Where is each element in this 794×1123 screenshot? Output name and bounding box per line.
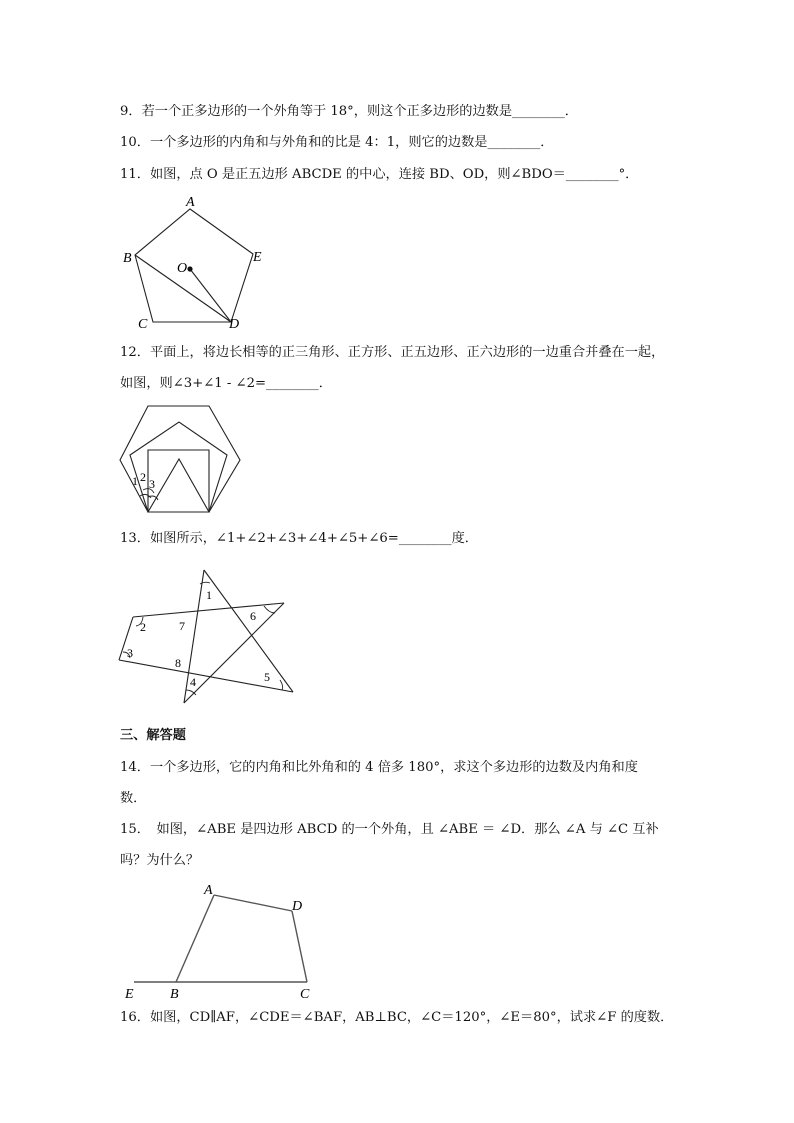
angle-label-1: 1	[206, 588, 212, 602]
segment-bd	[135, 255, 231, 322]
angle-label-3: 3	[149, 477, 155, 491]
section-heading: 三、解答题	[120, 728, 186, 743]
angle-arc-1	[140, 494, 151, 498]
line-apex-left	[184, 570, 204, 703]
line-cross	[184, 603, 284, 703]
angle-arc-2	[143, 489, 154, 493]
question-14-line-2: 数．	[120, 791, 147, 806]
label-c: C	[300, 987, 310, 1002]
question-10: 10．一个多边形的内角和与外角和的比是 4：1，则它的边数是________．	[120, 135, 554, 150]
angle-label-2: 2	[140, 620, 146, 634]
question-12-line-2: 如图，则∠3+∠1 - ∠2=________．	[120, 376, 332, 391]
question-11: 11．如图，点 O 是正五边形 ABCDE 的中心，连接 BD、OD，则∠BDO＝________°．	[120, 167, 639, 182]
triangle	[148, 459, 209, 512]
square	[148, 450, 209, 512]
angle-arc-6	[264, 606, 275, 613]
question-16: 16．如图，CD∥AF，∠CDE＝∠BAF，AB⊥BC，∠C＝120°，∠E＝80°，试求∠F 的度数．	[120, 1010, 674, 1025]
angle-label-1: 1	[132, 474, 138, 488]
angle-arc-3	[148, 496, 158, 500]
label-e: E	[253, 250, 262, 265]
center-point-o	[187, 266, 192, 271]
angle-label-7: 7	[179, 619, 185, 633]
angle-arc-5	[280, 680, 283, 690]
segment-od	[190, 269, 231, 322]
label-a: A	[186, 195, 195, 210]
label-e: E	[125, 987, 134, 1002]
line-bottom	[119, 660, 293, 692]
label-b: B	[123, 251, 132, 266]
segment-ad	[214, 895, 292, 911]
line-left-upper	[119, 617, 133, 660]
angle-arc-2	[136, 617, 143, 626]
label-d: D	[292, 899, 303, 914]
angle-arc-1	[200, 582, 210, 584]
question-15-line-2: 吗？为什么？	[120, 853, 200, 868]
pentagon-abcde	[135, 209, 253, 322]
question-13: 13．如图所示，∠1+∠2+∠3+∠4+∠5+∠6=________度．	[120, 531, 478, 546]
question-9: 9．若一个正多边形的一个外角等于 18°，则这个正多边形的边数是________．	[120, 104, 578, 119]
segment-dc	[292, 911, 307, 982]
question-14-line-1: 14．一个多边形，它的内角和比外角和的 4 倍多 180°，求这个多边形的边数及内角和度	[120, 760, 638, 775]
line-top	[133, 603, 284, 617]
angle-label-5: 5	[264, 670, 270, 684]
angle-arc-3	[123, 652, 130, 658]
question-15-line-1: 15． 如图，∠ABE 是四边形 ABCD 的一个外角，且 ∠ABE ＝ ∠D．那么 ∠A 与 ∠C 互补	[120, 822, 659, 837]
hexagon	[120, 406, 240, 512]
angle-arc-4	[186, 690, 196, 695]
label-o: O	[177, 261, 188, 276]
angle-label-2: 2	[140, 470, 146, 484]
line-apex-right	[204, 570, 293, 692]
angle-label-8: 8	[175, 656, 181, 670]
label-b: B	[170, 987, 179, 1002]
segment-ba	[176, 895, 214, 982]
angle-label-4: 4	[190, 675, 196, 689]
label-a: A	[204, 883, 213, 898]
angle-label-6: 6	[250, 609, 256, 623]
question-12-line-1: 12．平面上，将边长相等的正三角形、正方形、正五边形、正六边形的一边重合并叠在一起，	[120, 345, 665, 360]
label-d: D	[229, 317, 240, 332]
label-c: C	[138, 317, 148, 332]
angle-label-3: 3	[127, 646, 133, 660]
pentagon	[130, 422, 227, 512]
